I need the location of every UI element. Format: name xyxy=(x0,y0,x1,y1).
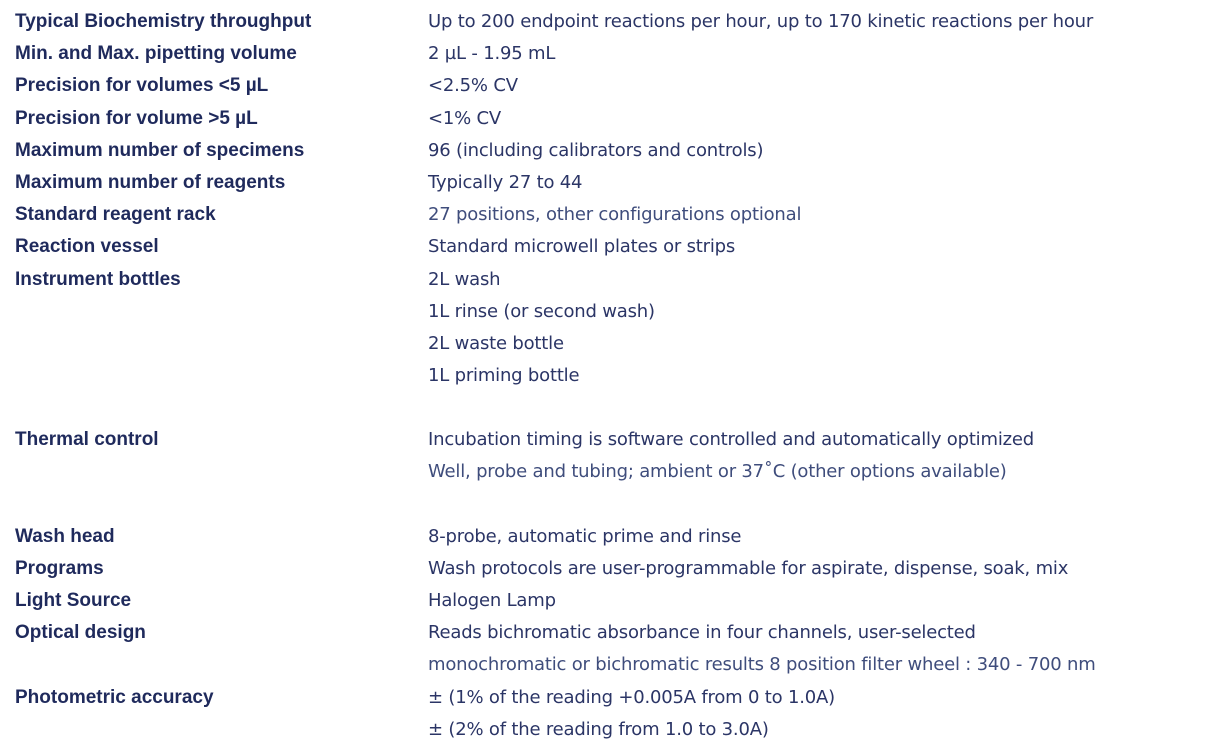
spec-row-reaction-vessel xyxy=(15,231,1205,263)
spec-row-programs xyxy=(15,553,1205,585)
spec-value: <2.5% CV xyxy=(428,75,518,97)
spec-value: 27 positions, other configurations optional xyxy=(428,204,802,226)
spec-value: 1L priming bottle xyxy=(428,365,580,387)
spec-row-thermal-details xyxy=(15,456,1205,488)
spec-row-precision-high xyxy=(15,103,1205,135)
spec-value: Up to 200 endpoint reactions per hour, up to 170 kinetic reactions per hour xyxy=(428,11,1094,32)
spec-label: Photometric accuracy xyxy=(15,686,214,708)
spec-row-wash-head xyxy=(15,521,1205,553)
spec-label: Light Source xyxy=(15,590,132,611)
spacer-row xyxy=(15,392,1205,424)
spec-label: Precision for volumes <5 µL xyxy=(15,75,269,97)
spec-value: ± (2% of the reading from 1.0 to 3.0A) xyxy=(428,718,769,740)
spec-value: Incubation timing is software controlled and automatically optimized xyxy=(428,429,1034,451)
spec-label: Min. and Max. pipetting volume xyxy=(15,43,297,65)
spec-row-specimens xyxy=(15,135,1205,167)
spec-value: Halogen Lamp xyxy=(428,590,556,611)
spec-label: Maximum number of reagents xyxy=(15,171,286,193)
spec-table xyxy=(15,6,1205,746)
spec-row-instrument-bottles xyxy=(15,264,1205,296)
spec-label: Instrument bottles xyxy=(15,268,181,290)
spec-row-optical-design xyxy=(15,617,1205,649)
spec-value: 96 (including calibrators and controls) xyxy=(428,139,764,161)
spec-row-thermal-control xyxy=(15,424,1205,456)
spec-label: Wash head xyxy=(15,525,115,547)
spec-value: 8-probe, automatic prime and rinse xyxy=(428,525,742,547)
spec-label: Precision for volume >5 µL xyxy=(15,107,258,129)
spec-row-light-source xyxy=(15,585,1205,617)
spec-row-bottles-priming xyxy=(15,360,1205,392)
spec-row-throughput xyxy=(15,6,1205,38)
spec-row-photometric-high-range xyxy=(15,714,1205,746)
spec-label: Thermal control xyxy=(15,429,159,451)
spec-value: <1% CV xyxy=(428,107,502,129)
spec-value: 1L rinse (or second wash) xyxy=(428,300,655,322)
spec-value: Well, probe and tubing; ambient or 37˚C (other options available) xyxy=(428,461,1007,483)
spec-label: Optical design xyxy=(15,622,146,644)
spec-label: Standard reagent rack xyxy=(15,204,216,226)
spec-row-photometric-accuracy xyxy=(15,682,1205,714)
spec-label: Programs xyxy=(15,557,104,579)
spec-label: Maximum number of specimens xyxy=(15,139,305,161)
spec-value: 2 µL - 1.95 mL xyxy=(428,43,556,65)
spec-row-bottles-rinse xyxy=(15,296,1205,328)
spec-row-reagents xyxy=(15,167,1205,199)
spec-value: 2L wash xyxy=(428,268,501,290)
spec-value: ± (1% of the reading +0.005A from 0 to 1.0A) xyxy=(428,686,835,708)
spec-row-optical-details xyxy=(15,649,1205,681)
spec-value: Typically 27 to 44 xyxy=(428,171,583,193)
spec-value: monochromatic or bichromatic results 8 position filter wheel : 340 - 700 nm xyxy=(428,654,1096,676)
spec-label: Reaction vessel xyxy=(15,236,159,258)
spec-label: Typical Biochemistry throughput xyxy=(15,11,312,32)
spec-row-reagent-rack xyxy=(15,199,1205,231)
spacer-row xyxy=(15,489,1205,521)
spec-row-bottles-waste xyxy=(15,328,1205,360)
spec-row-pipetting-volume xyxy=(15,38,1205,70)
spec-row-precision-low xyxy=(15,70,1205,102)
spec-value: Standard microwell plates or strips xyxy=(428,236,736,258)
spec-value: 2L waste bottle xyxy=(428,332,564,354)
spec-value: Wash protocols are user-programmable for aspirate, dispense, soak, mix xyxy=(428,557,1069,579)
spec-value: Reads bichromatic absorbance in four channels, user-selected xyxy=(428,622,976,644)
